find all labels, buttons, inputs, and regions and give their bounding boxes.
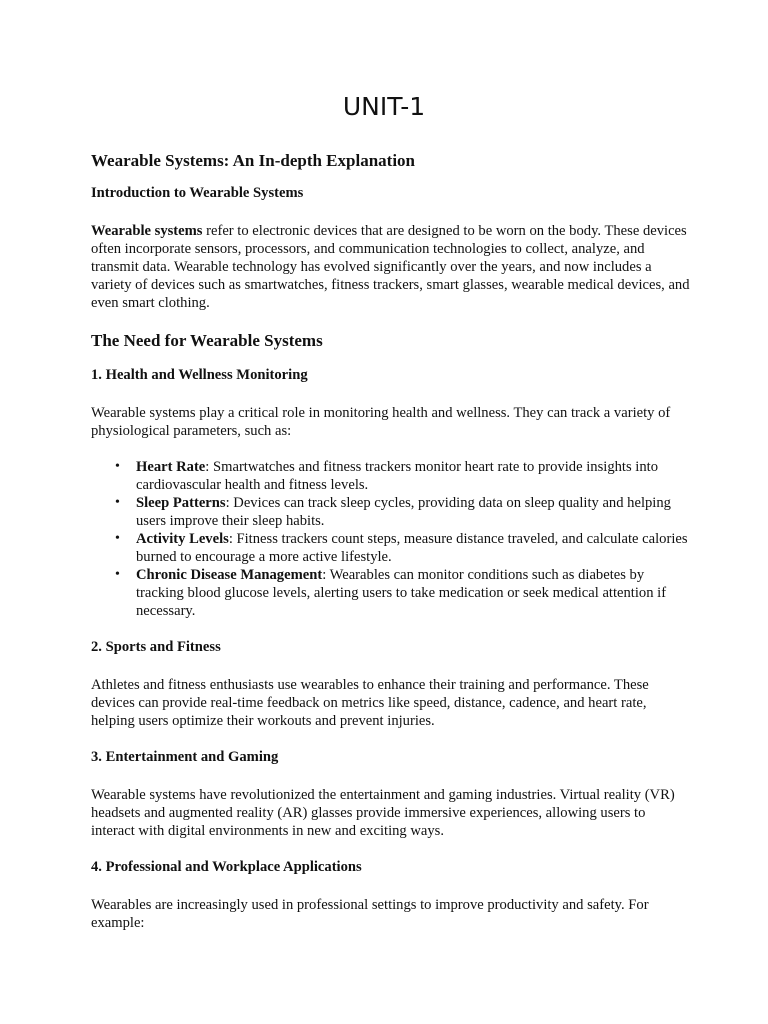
section-heading-entertainment: 3. Entertainment and Gaming [91,749,279,765]
bullet-text: : Smartwatches and fitness trackers monitor heart rate to provide insights into cardiovascular health and fitness levels. [136,459,658,493]
bullet-term: Activity Levels [136,531,229,547]
bullet-text: : Wearables can monitor conditions such as diabetes by tracking blood glucose levels, alerting users to take medication or seek medical attention if necessary. [136,567,667,619]
bullet-term: Chronic Disease Management [136,567,323,583]
list-item [115,530,691,566]
intro-text: refer to electronic devices that are designed to be worn on the body. These devices often incorporate sensors, processors, and communication technologies to collect, analyze, and transmit data. Wearable technology has evolved significantly over the years, and now includes a variety of devices such as smartwatches, fitness trackers, smart glasses, wearable medical devices, and even smart clothing. [91,223,690,311]
list-item [115,566,691,620]
main-heading: Wearable Systems: An In-depth Explanation [91,151,415,170]
bullet-icon: • [115,459,120,474]
section-text-professional: Wearables are increasingly used in professional settings to improve productivity and safety. For example: [91,897,649,931]
intro-paragraph [91,222,691,312]
list-item [115,458,691,494]
bullet-text: : Devices can track sleep cycles, providing data on sleep quality and helping users improve their sleep habits. [136,495,671,529]
section-text-health: Wearable systems play a critical role in monitoring health and wellness. They can track a variety of physiological parameters, such as: [91,405,671,439]
bullet-icon: • [115,567,120,582]
section-heading-health: 1. Health and Wellness Monitoring [91,367,308,383]
section-heading-sports: 2. Sports and Fitness [91,639,221,655]
bullet-icon: • [115,495,120,510]
need-heading: The Need for Wearable Systems [91,331,323,350]
bullet-icon: • [115,531,120,546]
document-body [91,150,691,950]
unit-title: UNIT-1 [342,92,426,121]
bullet-term: Sleep Patterns [136,495,226,511]
intro-term: Wearable systems [91,223,203,239]
intro-heading: Introduction to Wearable Systems [91,185,304,201]
bullet-text: : Fitness trackers count steps, measure distance traveled, and calculate calories burned to encourage a more active lifestyle. [136,531,688,565]
section-heading-professional: 4. Professional and Workplace Applications [91,859,362,875]
list-item [115,494,691,530]
section-text-entertainment: Wearable systems have revolutionized the entertainment and gaming industries. Virtual reality (VR) headsets and augmented reality (AR) glasses provide immersive experiences, allowing users to interact with digital environments in new and exciting ways. [91,787,675,839]
section-text-sports: Athletes and fitness enthusiasts use wearables to enhance their training and performance. These devices can provide real-time feedback on metrics like speed, distance, cadence, and heart rate, helping users optimize their workouts and prevent injuries. [91,677,649,729]
health-bullet-list [91,458,691,620]
bullet-term: Heart Rate [136,459,206,475]
